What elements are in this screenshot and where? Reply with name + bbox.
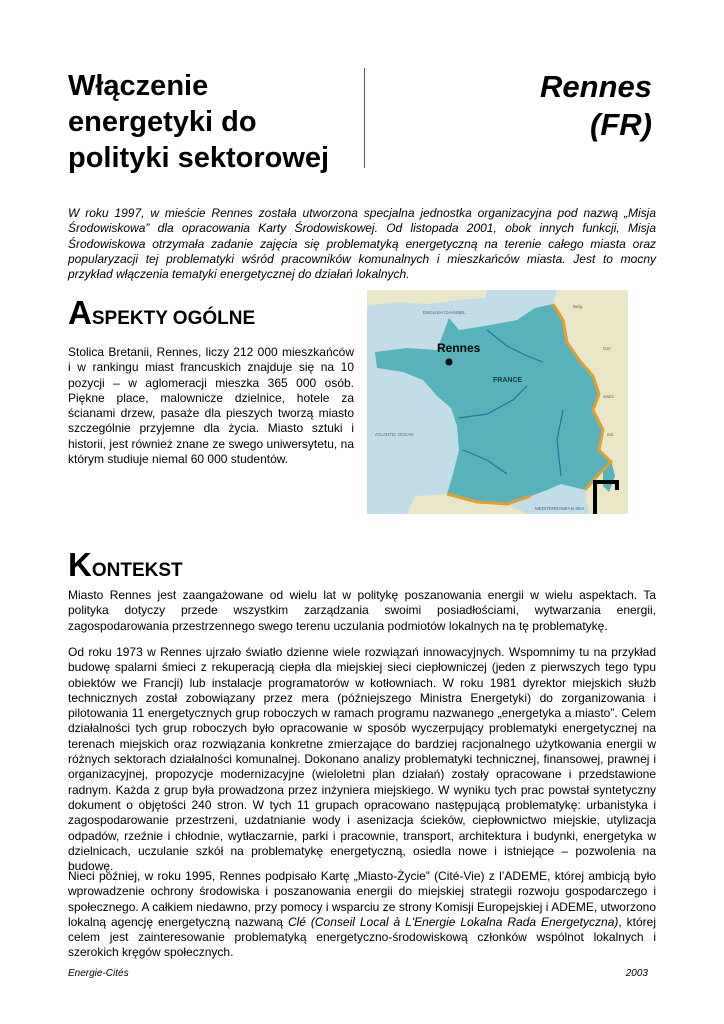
heading-rest: ONTEKST <box>91 560 183 581</box>
kontekst-paragraph-1: Miasto Rennes jest zaangażowane od wielu lat w politykę poszanowania energii w wielu aspektach. Ta polityka dotyczy przede wszystkim zarządzania swoimi posiadłościami, wytwarzania energii, zagospodarowania przestrzennego swego terenu uczulania podmiotów lokalnych na tę problematykę. <box>68 588 656 633</box>
map-ocean-label: ATLANTIC OCEAN <box>375 432 414 437</box>
heading-initial: A <box>68 294 92 331</box>
p3-text-after: , której celem jest zainteresowanie problematyką energetyczno-środowiskową członków wspólnot lokalnych i szerokich kręgów społecznych. <box>68 914 656 960</box>
france-map <box>367 290 628 514</box>
title-line-1: Włączenie <box>68 70 209 102</box>
page-title <box>68 68 358 176</box>
p3-agency-name: Clé (Conseil Local à L'Energie Lokalna Rada Energetyczna) <box>287 914 619 929</box>
map-sea-label: MEDITERRANEAN SEA <box>535 506 585 511</box>
title-line-3: polityki sektorowej <box>68 142 330 174</box>
map-rennes-dot <box>446 359 453 366</box>
city-title <box>540 68 652 144</box>
map-france-label: FRANCE <box>493 377 523 384</box>
map-neighbor-italy: Ital. <box>607 432 615 437</box>
footer-year: 2003 <box>625 968 648 979</box>
map-neighbor-belgium: Belg. <box>573 304 584 309</box>
heading-initial: K <box>68 546 92 583</box>
section-heading-kontekst <box>68 548 183 581</box>
p3-text-before: Nieci później, w roku 1995, Rennes podpisało Kartę „Miasto-Życie” (Cité-Vie) z l’ADEME, której ambicją było wprowadzenie ochrony środowiska i poszanowania energii do miejskiej strategii rozwoju gospodarczego i społecznego. A całkiem niedawno, przy pomocy i wsparciu ze strony Komisji Europejskiej i ADEME, utworzono lokalną agencję energetyczną nazwaną <box>68 869 656 929</box>
map-neighbor-switzerland: Switz. <box>603 394 616 399</box>
kontekst-paragraph-2: Od roku 1973 w Rennes ujrzało światło dzienne wiele rozwiązań innowacyjnych. Wspomnimy tu na przykład budowę spalarni śmieci z rekuperacją ciepła dla miejskiej sieci ciepłowniczej (jeden z pierwszych tego typu obiektów we Francji) lub instalacje programatorów w kotłowniach. W roku 1981 dyrektor miejskich służb technicznych został zobowiązany przez mera (późniejszego Ministra Energetyki) do zorganizowania i pilotowania 11 energetycznych grup roboczych w ramach programu nazwanego „energetyka a miasto”. Celem działalności tych grup roboczych było opracowanie w sposób wyczerpujący problematyki energetycznej na terenach miejskich oraz rozwiązania konkretne zmierzające do bardziej racjonalnego użytkowania energii w różnych sektorach działalności komunalnej. Dokonano analizy problematyki technicznej, finansowej, prawnej i organizacyjnej, propozycje modernizacyjne (wieloletni plan działań) zostały opracowane i przedstawione radnym. Każda z grup była prowadzona przez inżyniera miejskiego. W wyniku tych prac powstał syntetyczny dokument o objętości 240 stron. W tych 11 grupach opracowano następującą problematykę: urbanistyka i zagospodarowanie przestrzeni, uzdatnianie wody i asenizacja ścieków, ciepłownictwo miejskie, utylizacja odpadów, rzeźnie i chłodnie, wytłaczarnie, parki i pracownie, transport, architektura i budynki, energetyka w dzielnicach, uczulanie szkół na problematykę energetyczną, osiedla nowe i istniejące – pozwolenia na budowę. <box>68 645 656 874</box>
map-rennes-label: Rennes <box>437 341 481 355</box>
aspekty-paragraph: Stolica Bretanii, Rennes, liczy 212 000 mieszkańców i w rankingu miast francuskich znajduje się na 10 pozycji – w aglomeracji mieszka 365 000 osób. Piękne place, malownicze dzielnice, hotele za ścianami drzew, pasaże dla pieszych tworzą miasto szczególnie przyjemne dla życia. Miasto sztuki i historii, jest również znane ze swego uniwersytetu, na którym studiuje niemal 60 000 studentów. <box>68 345 354 467</box>
section-heading-aspekty <box>68 296 255 329</box>
heading-rest: SPEKTY OGÓLNE <box>91 308 256 329</box>
country-code: (FR) <box>590 107 652 142</box>
title-divider <box>364 68 365 168</box>
city-name: Rennes <box>540 69 652 104</box>
kontekst-paragraph-3 <box>68 869 656 961</box>
intro-paragraph: W roku 1997, w mieście Rennes została utworzona specjalna jednostka organizacyjna pod nazwą „Misja Środowiskowa” dla opracowania Karty Środowiskowej. Od listopada 2001, obok innych funkcji, Misja Środowiskowa otrzymała zadanie zajęcia się problematyką energetyczną na terenie całego miasta oraz popularyzacji tej problematyki wśród pracowników komunalnych i mieszkańców miasta. Jest to mocny przykład włączenia tematyki energetycznej do działań lokalnych. <box>68 206 656 282</box>
footer-publisher: Energie-Cités <box>68 968 129 979</box>
map-neighbor-germany: Ger. <box>603 346 612 351</box>
map-channel-label: ENGLISH CHANNEL <box>423 310 466 315</box>
title-line-2: energetyki do <box>68 106 257 138</box>
